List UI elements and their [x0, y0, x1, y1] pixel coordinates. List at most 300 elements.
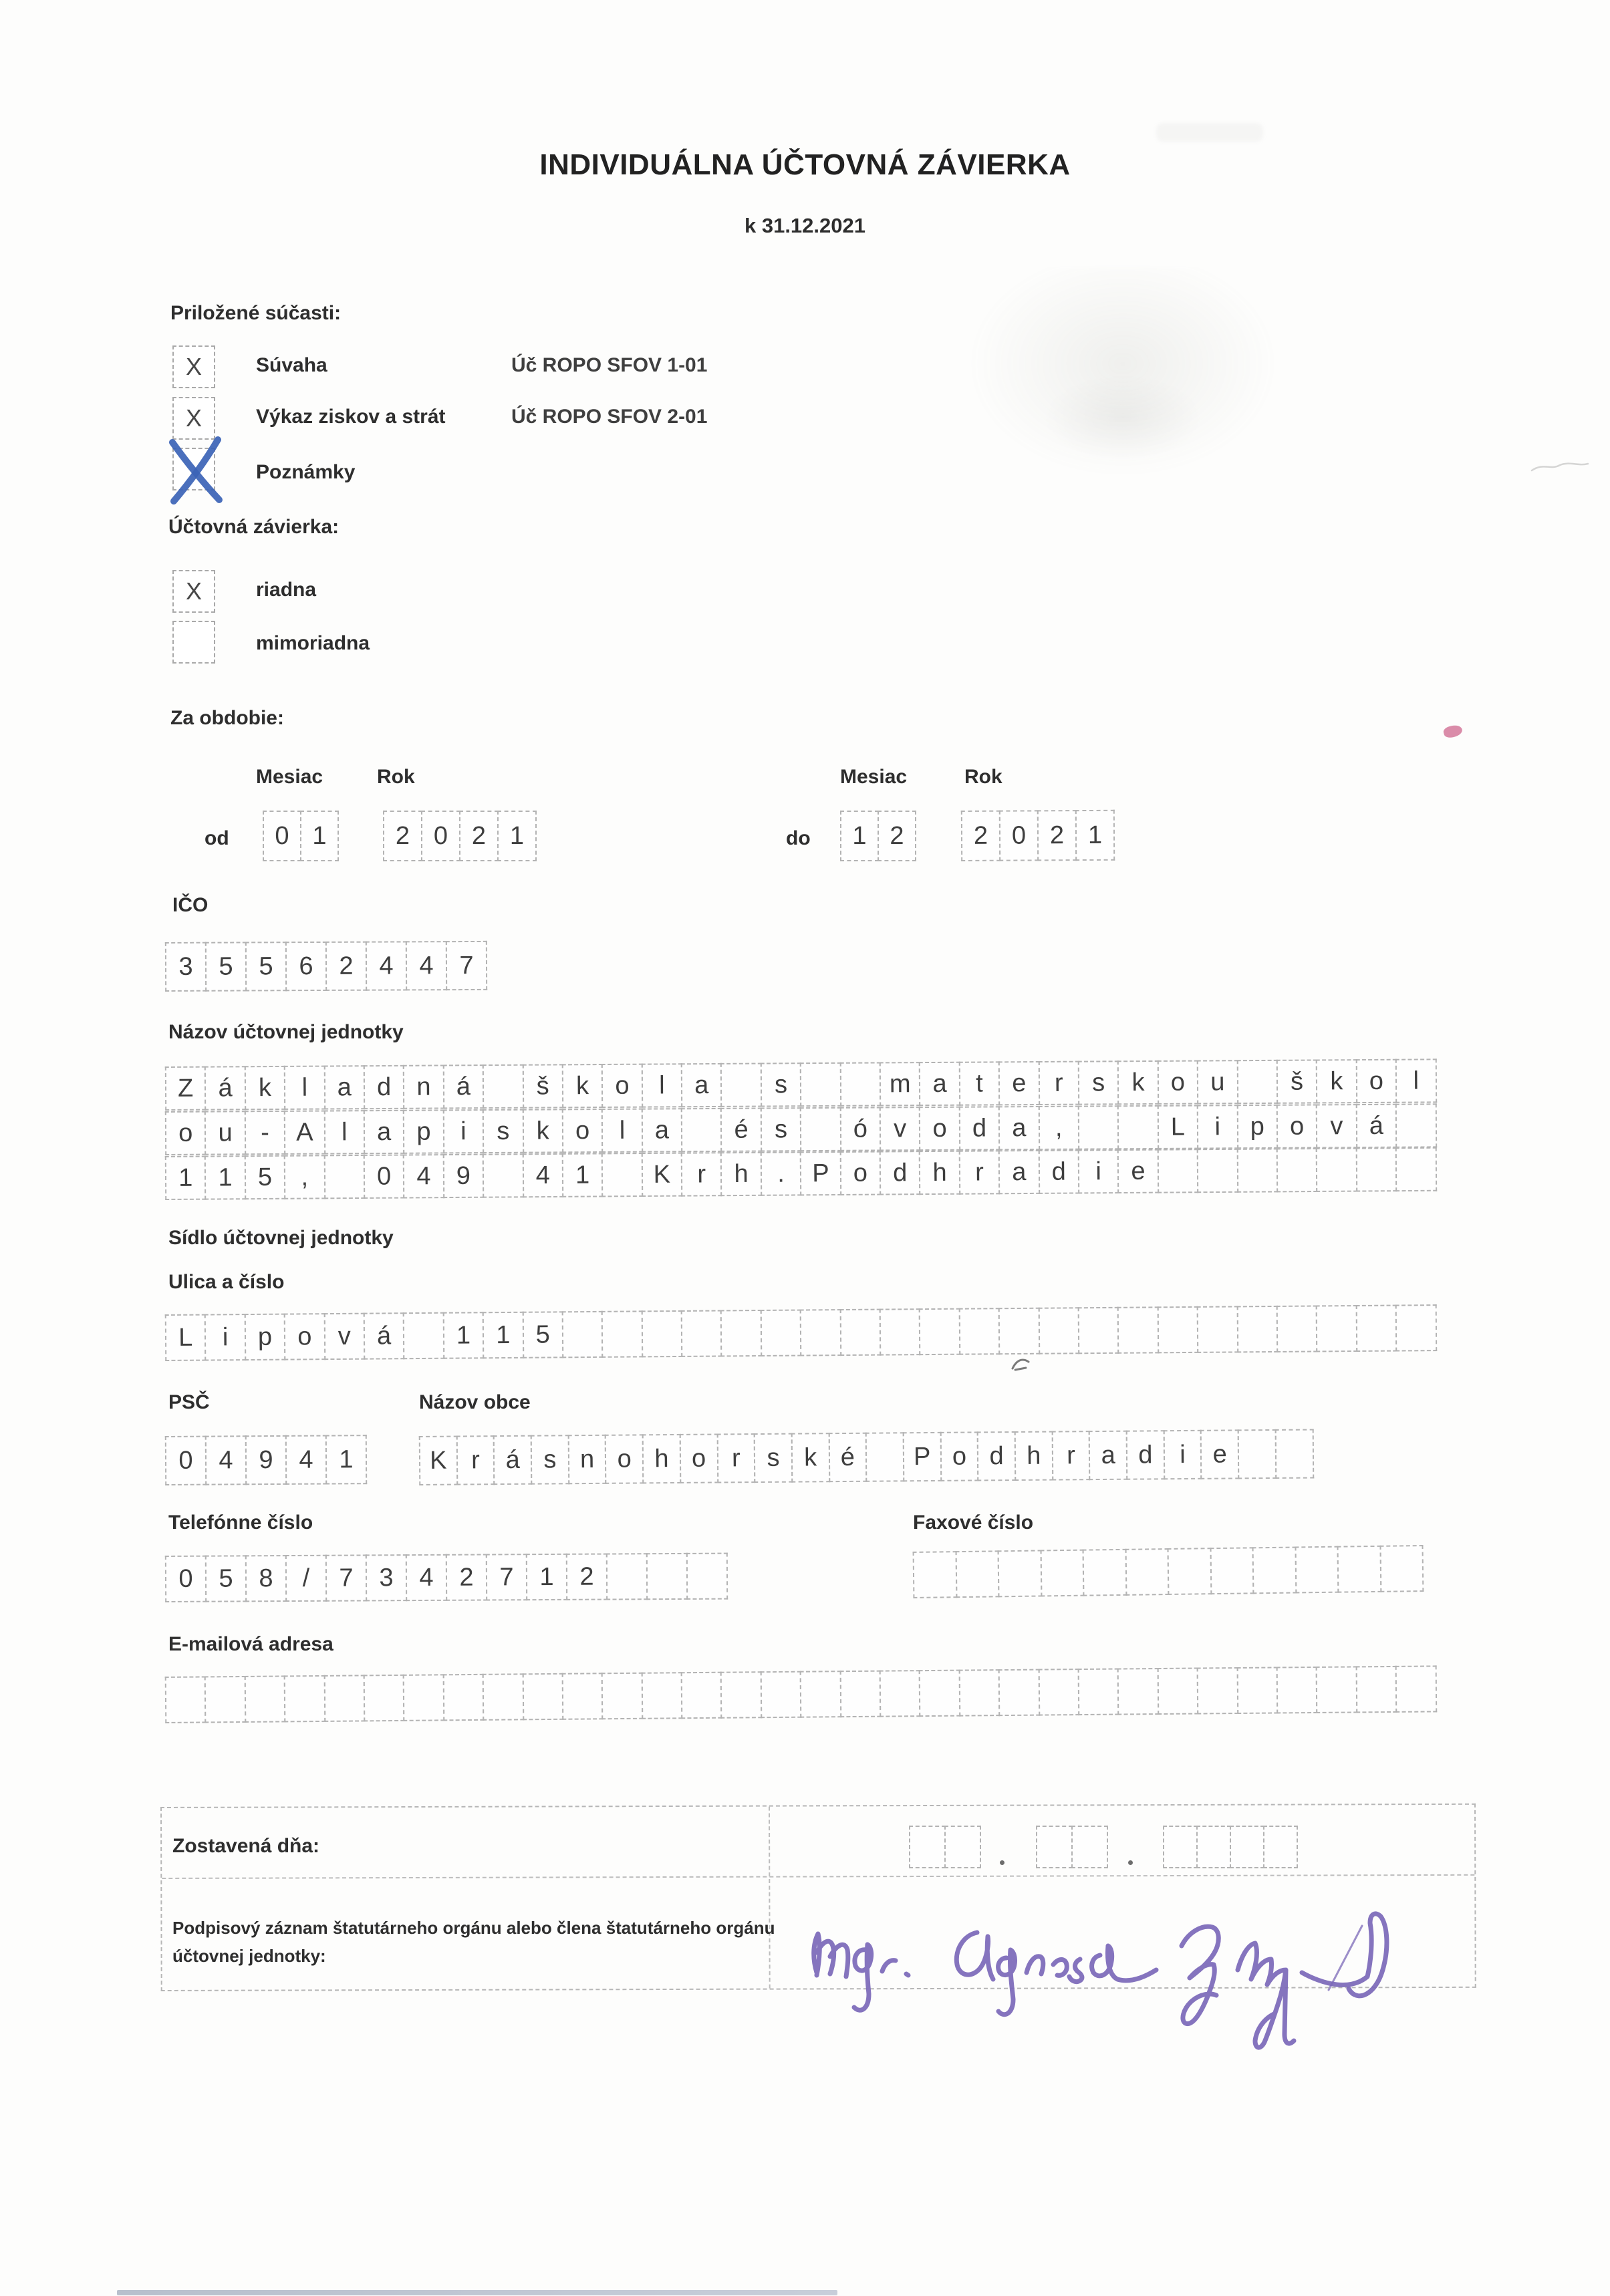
char-box: 1: [325, 1435, 367, 1484]
char-box: 3: [165, 942, 207, 992]
char-box: é: [720, 1108, 762, 1152]
phone-boxes: [165, 1553, 728, 1602]
char-box: [1157, 1149, 1198, 1193]
char-box: 1: [1075, 810, 1115, 861]
char-box: [839, 1671, 881, 1718]
prepared-on-label: Zostavená dňa:: [172, 1835, 320, 1857]
char-box: a: [919, 1062, 960, 1106]
char-box: r: [959, 1150, 1000, 1194]
attachments-section-label: Priložené súčasti:: [170, 302, 342, 324]
char-box: [839, 1309, 881, 1356]
closing-label-riadna: riadna: [256, 579, 317, 601]
to-month-boxes: [840, 811, 916, 861]
char-box: r: [681, 1152, 722, 1196]
char-box: [1337, 1546, 1381, 1593]
char-box: d: [959, 1106, 1000, 1150]
char-box: h: [919, 1151, 960, 1195]
char-box: [944, 1826, 981, 1868]
char-box: [522, 1673, 563, 1721]
char-box: 2: [878, 811, 916, 861]
char-box: a: [364, 1110, 405, 1154]
char-box: [1277, 1667, 1318, 1714]
char-box: [1117, 1105, 1159, 1149]
char-box: [1078, 1307, 1119, 1354]
char-box: á: [493, 1435, 532, 1485]
char-box: [1355, 1147, 1397, 1191]
char-box: š: [522, 1064, 563, 1108]
char-box: [1316, 1148, 1357, 1192]
char-box: [364, 1675, 405, 1722]
char-box: [681, 1108, 722, 1152]
char-box: [686, 1553, 728, 1600]
char-box: [284, 1675, 325, 1723]
char-box: /: [285, 1555, 327, 1602]
checkbox-mimoriadna: [172, 621, 215, 664]
char-box: [1071, 1826, 1108, 1868]
char-box: [641, 1672, 682, 1719]
town-boxes: [419, 1429, 1314, 1485]
char-box: 7: [325, 1554, 367, 1601]
char-box: [1163, 1826, 1198, 1868]
char-box: [1168, 1548, 1212, 1595]
char-box: [1238, 1429, 1277, 1479]
char-box: ,: [284, 1155, 325, 1199]
char-box: i: [205, 1314, 246, 1360]
char-box: 5: [245, 1155, 286, 1199]
form-as-of-date: k 31.12.2021: [744, 214, 865, 237]
char-box: 0: [165, 1436, 207, 1485]
char-box: o: [1158, 1060, 1199, 1105]
char-box: k: [522, 1109, 563, 1153]
checkbox-mark: X: [185, 577, 202, 605]
year-label-to: Rok: [964, 766, 1002, 788]
checkbox-suvaha: [172, 345, 215, 388]
ink-speck: [1442, 724, 1463, 739]
scan-smudge: [1156, 123, 1263, 142]
char-box: d: [1126, 1430, 1165, 1479]
date-separator-dot: [1000, 1860, 1004, 1865]
entity-name-label: Názov účtovnej jednotky: [168, 1021, 404, 1043]
char-box: [601, 1310, 643, 1357]
char-box: [1040, 1550, 1084, 1597]
char-box: 2: [446, 1554, 487, 1600]
char-box: [913, 1551, 957, 1598]
char-box: 1: [840, 811, 879, 861]
char-box: r: [1051, 1431, 1090, 1480]
prepared-month-boxes: [1036, 1826, 1108, 1868]
prepared-day-boxes: [909, 1826, 981, 1868]
char-box: a: [1089, 1431, 1127, 1480]
char-box: [1395, 1665, 1437, 1713]
char-box: d: [364, 1065, 405, 1109]
char-box: [1355, 1305, 1397, 1352]
char-box: o: [680, 1433, 718, 1483]
psc-label: PSČ: [168, 1391, 210, 1413]
char-box: l: [284, 1066, 325, 1110]
char-box: [865, 1432, 904, 1481]
char-box: r: [456, 1435, 495, 1485]
char-box: 0: [421, 811, 460, 861]
char-box: [1036, 1826, 1073, 1868]
char-box: o: [605, 1434, 644, 1483]
char-box: 4: [285, 1435, 327, 1485]
char-box: 2: [383, 811, 422, 861]
char-box: [1379, 1545, 1424, 1592]
char-box: o: [1277, 1104, 1318, 1148]
char-box: á: [1355, 1104, 1397, 1148]
char-box: a: [998, 1150, 1040, 1194]
scan-smudge: [962, 267, 1283, 481]
to-year-boxes: [961, 810, 1115, 861]
char-box: [601, 1153, 643, 1197]
char-box: s: [531, 1435, 569, 1484]
from-month-boxes: [263, 811, 339, 861]
char-box: á: [205, 1066, 246, 1110]
char-box: 4: [406, 941, 447, 990]
year-label-from: Rok: [377, 766, 415, 788]
char-box: á: [364, 1312, 405, 1359]
scan-smudge: [1043, 374, 1203, 461]
char-box: 0: [364, 1154, 405, 1198]
char-box: š: [1277, 1059, 1318, 1103]
attachment-label-suvaha: Súvaha: [256, 354, 327, 376]
char-box: 5: [205, 1555, 247, 1602]
char-box: p: [245, 1314, 286, 1360]
checkbox-mark: X: [185, 353, 202, 380]
char-box: [839, 1062, 881, 1106]
char-box: [800, 1062, 841, 1107]
char-box: r: [716, 1433, 755, 1483]
form-code-vykaz: Úč ROPO SFOV 2-01: [511, 406, 708, 428]
char-box: 2: [961, 811, 1000, 861]
char-box: 1: [562, 1153, 603, 1197]
char-box: 7: [446, 941, 487, 990]
char-box: n: [567, 1435, 606, 1484]
char-box: a: [641, 1108, 682, 1152]
char-box: L: [165, 1314, 207, 1361]
char-box: t: [959, 1061, 1000, 1105]
char-box: [601, 1673, 643, 1720]
char-box: [606, 1553, 648, 1600]
char-box: [1316, 1666, 1357, 1713]
char-box: [909, 1826, 946, 1868]
prepared-year-boxes: [1163, 1826, 1298, 1868]
char-box: o: [601, 1064, 643, 1108]
char-box: [1395, 1304, 1437, 1351]
char-box: h: [1015, 1431, 1053, 1481]
char-box: 1: [165, 1156, 207, 1200]
char-box: v: [323, 1313, 365, 1360]
char-box: 4: [522, 1153, 563, 1197]
char-box: [205, 1676, 246, 1723]
char-box: [998, 1669, 1040, 1717]
char-box: [1125, 1548, 1169, 1596]
char-box: o: [940, 1431, 978, 1481]
char-box: -: [245, 1111, 286, 1155]
email-boxes: [165, 1665, 1437, 1723]
char-box: [641, 1310, 682, 1357]
char-box: K: [419, 1436, 458, 1485]
char-box: [955, 1550, 999, 1598]
char-box: 1: [442, 1312, 484, 1358]
char-box: [800, 1309, 841, 1356]
char-box: o: [839, 1151, 881, 1195]
fax-label: Faxové číslo: [913, 1512, 1034, 1534]
char-box: 0: [999, 810, 1039, 861]
entity-name-row-3: [165, 1147, 1437, 1200]
char-box: P: [903, 1432, 942, 1481]
char-box: ó: [839, 1107, 881, 1151]
from-label: od: [205, 827, 229, 849]
char-box: K: [641, 1153, 682, 1197]
char-box: 0: [263, 811, 301, 861]
char-box: [1157, 1668, 1198, 1715]
scan-edge-bar: [117, 2290, 837, 2295]
char-box: P: [800, 1151, 841, 1195]
char-box: [1395, 1147, 1437, 1191]
char-box: i: [1197, 1105, 1238, 1149]
char-box: a: [681, 1063, 722, 1107]
ico-boxes: [165, 941, 487, 992]
char-box: v: [880, 1107, 921, 1151]
char-box: 4: [403, 1154, 444, 1198]
char-box: [323, 1675, 365, 1722]
handwritten-x-mark: [163, 433, 227, 504]
char-box: k: [245, 1066, 286, 1110]
char-box: [1355, 1666, 1397, 1713]
char-box: [1236, 1667, 1278, 1714]
char-box: e: [1117, 1149, 1159, 1193]
from-year-boxes: [383, 811, 537, 861]
char-box: [1274, 1429, 1313, 1478]
char-box: A: [284, 1111, 325, 1155]
char-box: [998, 1308, 1040, 1354]
char-box: 5: [245, 942, 287, 991]
char-box: [998, 1550, 1042, 1597]
char-box: L: [1158, 1105, 1199, 1149]
char-box: k: [791, 1433, 830, 1482]
char-box: [483, 1673, 524, 1721]
char-box: 8: [245, 1555, 287, 1602]
char-box: [1395, 1103, 1437, 1147]
char-box: 4: [205, 1435, 247, 1485]
char-box: u: [205, 1111, 246, 1155]
char-box: [761, 1310, 802, 1356]
char-box: i: [443, 1109, 485, 1153]
char-box: l: [1395, 1058, 1437, 1103]
char-box: h: [642, 1434, 681, 1483]
char-box: [1295, 1546, 1339, 1594]
char-box: [880, 1670, 921, 1717]
char-box: o: [562, 1109, 603, 1153]
char-box: [1210, 1547, 1254, 1594]
char-box: 2: [325, 942, 367, 991]
char-box: 2: [1037, 810, 1077, 861]
to-label: do: [786, 827, 811, 849]
char-box: 2: [566, 1554, 608, 1600]
form-title: INDIVIDUÁLNA ÚČTOVNÁ ZÁVIERKA: [539, 148, 1071, 181]
char-box: d: [977, 1431, 1016, 1481]
char-box: r: [1038, 1061, 1079, 1105]
char-box: é: [828, 1433, 867, 1482]
char-box: 4: [406, 1554, 447, 1601]
signature-ink: [802, 1903, 1417, 2070]
phone-label: Telefónne číslo: [168, 1512, 313, 1534]
char-box: [919, 1308, 960, 1355]
char-box: [1230, 1826, 1264, 1868]
char-box: [919, 1670, 960, 1717]
char-box: ,: [1038, 1106, 1079, 1150]
char-box: 9: [442, 1154, 484, 1198]
char-box: 1: [205, 1155, 246, 1199]
char-box: [646, 1553, 688, 1600]
char-box: [1252, 1546, 1296, 1594]
char-box: 1: [497, 811, 537, 861]
char-box: [1078, 1105, 1119, 1149]
attachment-label-vykaz: Výkaz ziskov a strát: [256, 406, 446, 428]
char-box: [1117, 1668, 1159, 1715]
char-box: [483, 1064, 524, 1109]
char-box: e: [998, 1061, 1040, 1105]
char-box: n: [403, 1064, 444, 1109]
char-box: [562, 1311, 603, 1358]
char-box: [880, 1308, 921, 1355]
date-separator-dot: [1128, 1860, 1133, 1865]
char-box: i: [1078, 1149, 1119, 1193]
char-box: Z: [165, 1066, 207, 1111]
char-box: 1: [300, 811, 339, 861]
street-label: Ulica a číslo: [168, 1271, 285, 1293]
town-label: Názov obce: [419, 1391, 531, 1413]
char-box: o: [1355, 1059, 1397, 1103]
char-box: m: [880, 1062, 921, 1106]
closing-label-mimoriadna: mimoriadna: [256, 632, 370, 654]
char-box: s: [761, 1107, 802, 1151]
char-box: p: [403, 1109, 444, 1153]
char-box: 5: [205, 942, 247, 991]
ink-smudge: [1011, 1355, 1033, 1373]
char-box: [1236, 1306, 1278, 1352]
char-box: 9: [245, 1435, 287, 1485]
char-box: k: [1316, 1059, 1357, 1103]
char-box: [1038, 1669, 1079, 1716]
char-box: k: [562, 1064, 603, 1108]
fax-boxes: [913, 1545, 1424, 1598]
char-box: s: [761, 1062, 802, 1107]
char-box: h: [720, 1152, 762, 1196]
char-box: [1117, 1306, 1159, 1353]
char-box: 6: [285, 942, 327, 991]
entity-name-row-2: [165, 1103, 1437, 1155]
char-box: 7: [486, 1554, 527, 1600]
month-label-from: Mesiac: [256, 766, 323, 788]
char-box: [720, 1671, 762, 1719]
char-box: [403, 1312, 444, 1359]
char-box: [403, 1674, 444, 1721]
char-box: [1197, 1306, 1238, 1352]
char-box: [1316, 1305, 1357, 1352]
char-box: [1038, 1307, 1079, 1354]
char-box: v: [1316, 1104, 1357, 1148]
psc-boxes: [165, 1435, 367, 1485]
char-box: [681, 1310, 722, 1356]
char-box: [562, 1673, 603, 1720]
char-box: [1277, 1148, 1318, 1192]
char-box: 3: [366, 1554, 407, 1601]
checkbox-mark: X: [185, 404, 202, 432]
entity-name-row-1: [165, 1058, 1437, 1111]
char-box: a: [998, 1106, 1040, 1150]
char-box: [958, 1669, 1000, 1717]
char-box: a: [323, 1065, 365, 1109]
char-box: 5: [522, 1311, 563, 1358]
signatory-statement-label: Podpisový záznam štatutárneho orgánu alebo člena štatutárneho orgánu účtovnej jednotky:: [172, 1918, 775, 1966]
char-box: s: [1078, 1060, 1119, 1105]
char-box: k: [1117, 1060, 1159, 1105]
char-box: [1263, 1826, 1298, 1868]
char-box: u: [1197, 1060, 1238, 1104]
char-box: [761, 1671, 802, 1719]
char-box: 2: [459, 811, 499, 861]
char-box: o: [165, 1111, 207, 1155]
char-box: [1236, 1060, 1278, 1104]
char-box: [442, 1674, 484, 1721]
char-box: l: [323, 1110, 365, 1154]
char-box: 4: [366, 941, 407, 990]
char-box: [959, 1308, 1000, 1354]
month-label-to: Mesiac: [840, 766, 908, 788]
char-box: [800, 1107, 841, 1151]
form-code-suvaha: Úč ROPO SFOV 1-01: [511, 354, 708, 376]
char-box: d: [880, 1151, 921, 1195]
char-box: [483, 1153, 524, 1197]
char-box: 0: [165, 1556, 207, 1602]
char-box: [1196, 1826, 1231, 1868]
period-section-label: Za obdobie:: [170, 707, 284, 729]
char-box: [1197, 1667, 1238, 1715]
char-box: [1197, 1149, 1238, 1193]
char-box: [244, 1675, 285, 1723]
char-box: [1083, 1549, 1127, 1596]
char-box: [1277, 1305, 1318, 1352]
char-box: [681, 1672, 722, 1719]
char-box: s: [754, 1433, 793, 1483]
char-box: i: [1163, 1430, 1202, 1479]
ico-label: IČO: [172, 894, 209, 916]
email-label: E-mailová adresa: [168, 1633, 333, 1655]
char-box: [800, 1671, 841, 1718]
attachment-label-poznamky: Poznámky: [256, 461, 356, 483]
char-box: [720, 1310, 762, 1356]
signature-block-divider-horizontal: [162, 1874, 1474, 1879]
char-box: e: [1200, 1429, 1239, 1479]
char-box: 1: [483, 1312, 524, 1358]
char-box: l: [641, 1063, 682, 1107]
char-box: o: [919, 1107, 960, 1151]
char-box: d: [1038, 1149, 1079, 1193]
address-section-label: Sídlo účtovnej jednotky: [168, 1227, 394, 1249]
char-box: [323, 1155, 365, 1199]
char-box: [165, 1676, 207, 1723]
faint-scribble: [1530, 457, 1592, 476]
char-box: [720, 1063, 762, 1107]
checkbox-riadna: [172, 570, 215, 613]
closing-section-label: Účtovná závierka:: [168, 516, 340, 538]
char-box: p: [1236, 1105, 1278, 1149]
char-box: 1: [526, 1554, 567, 1600]
char-box: l: [601, 1109, 643, 1153]
char-box: o: [284, 1313, 325, 1360]
